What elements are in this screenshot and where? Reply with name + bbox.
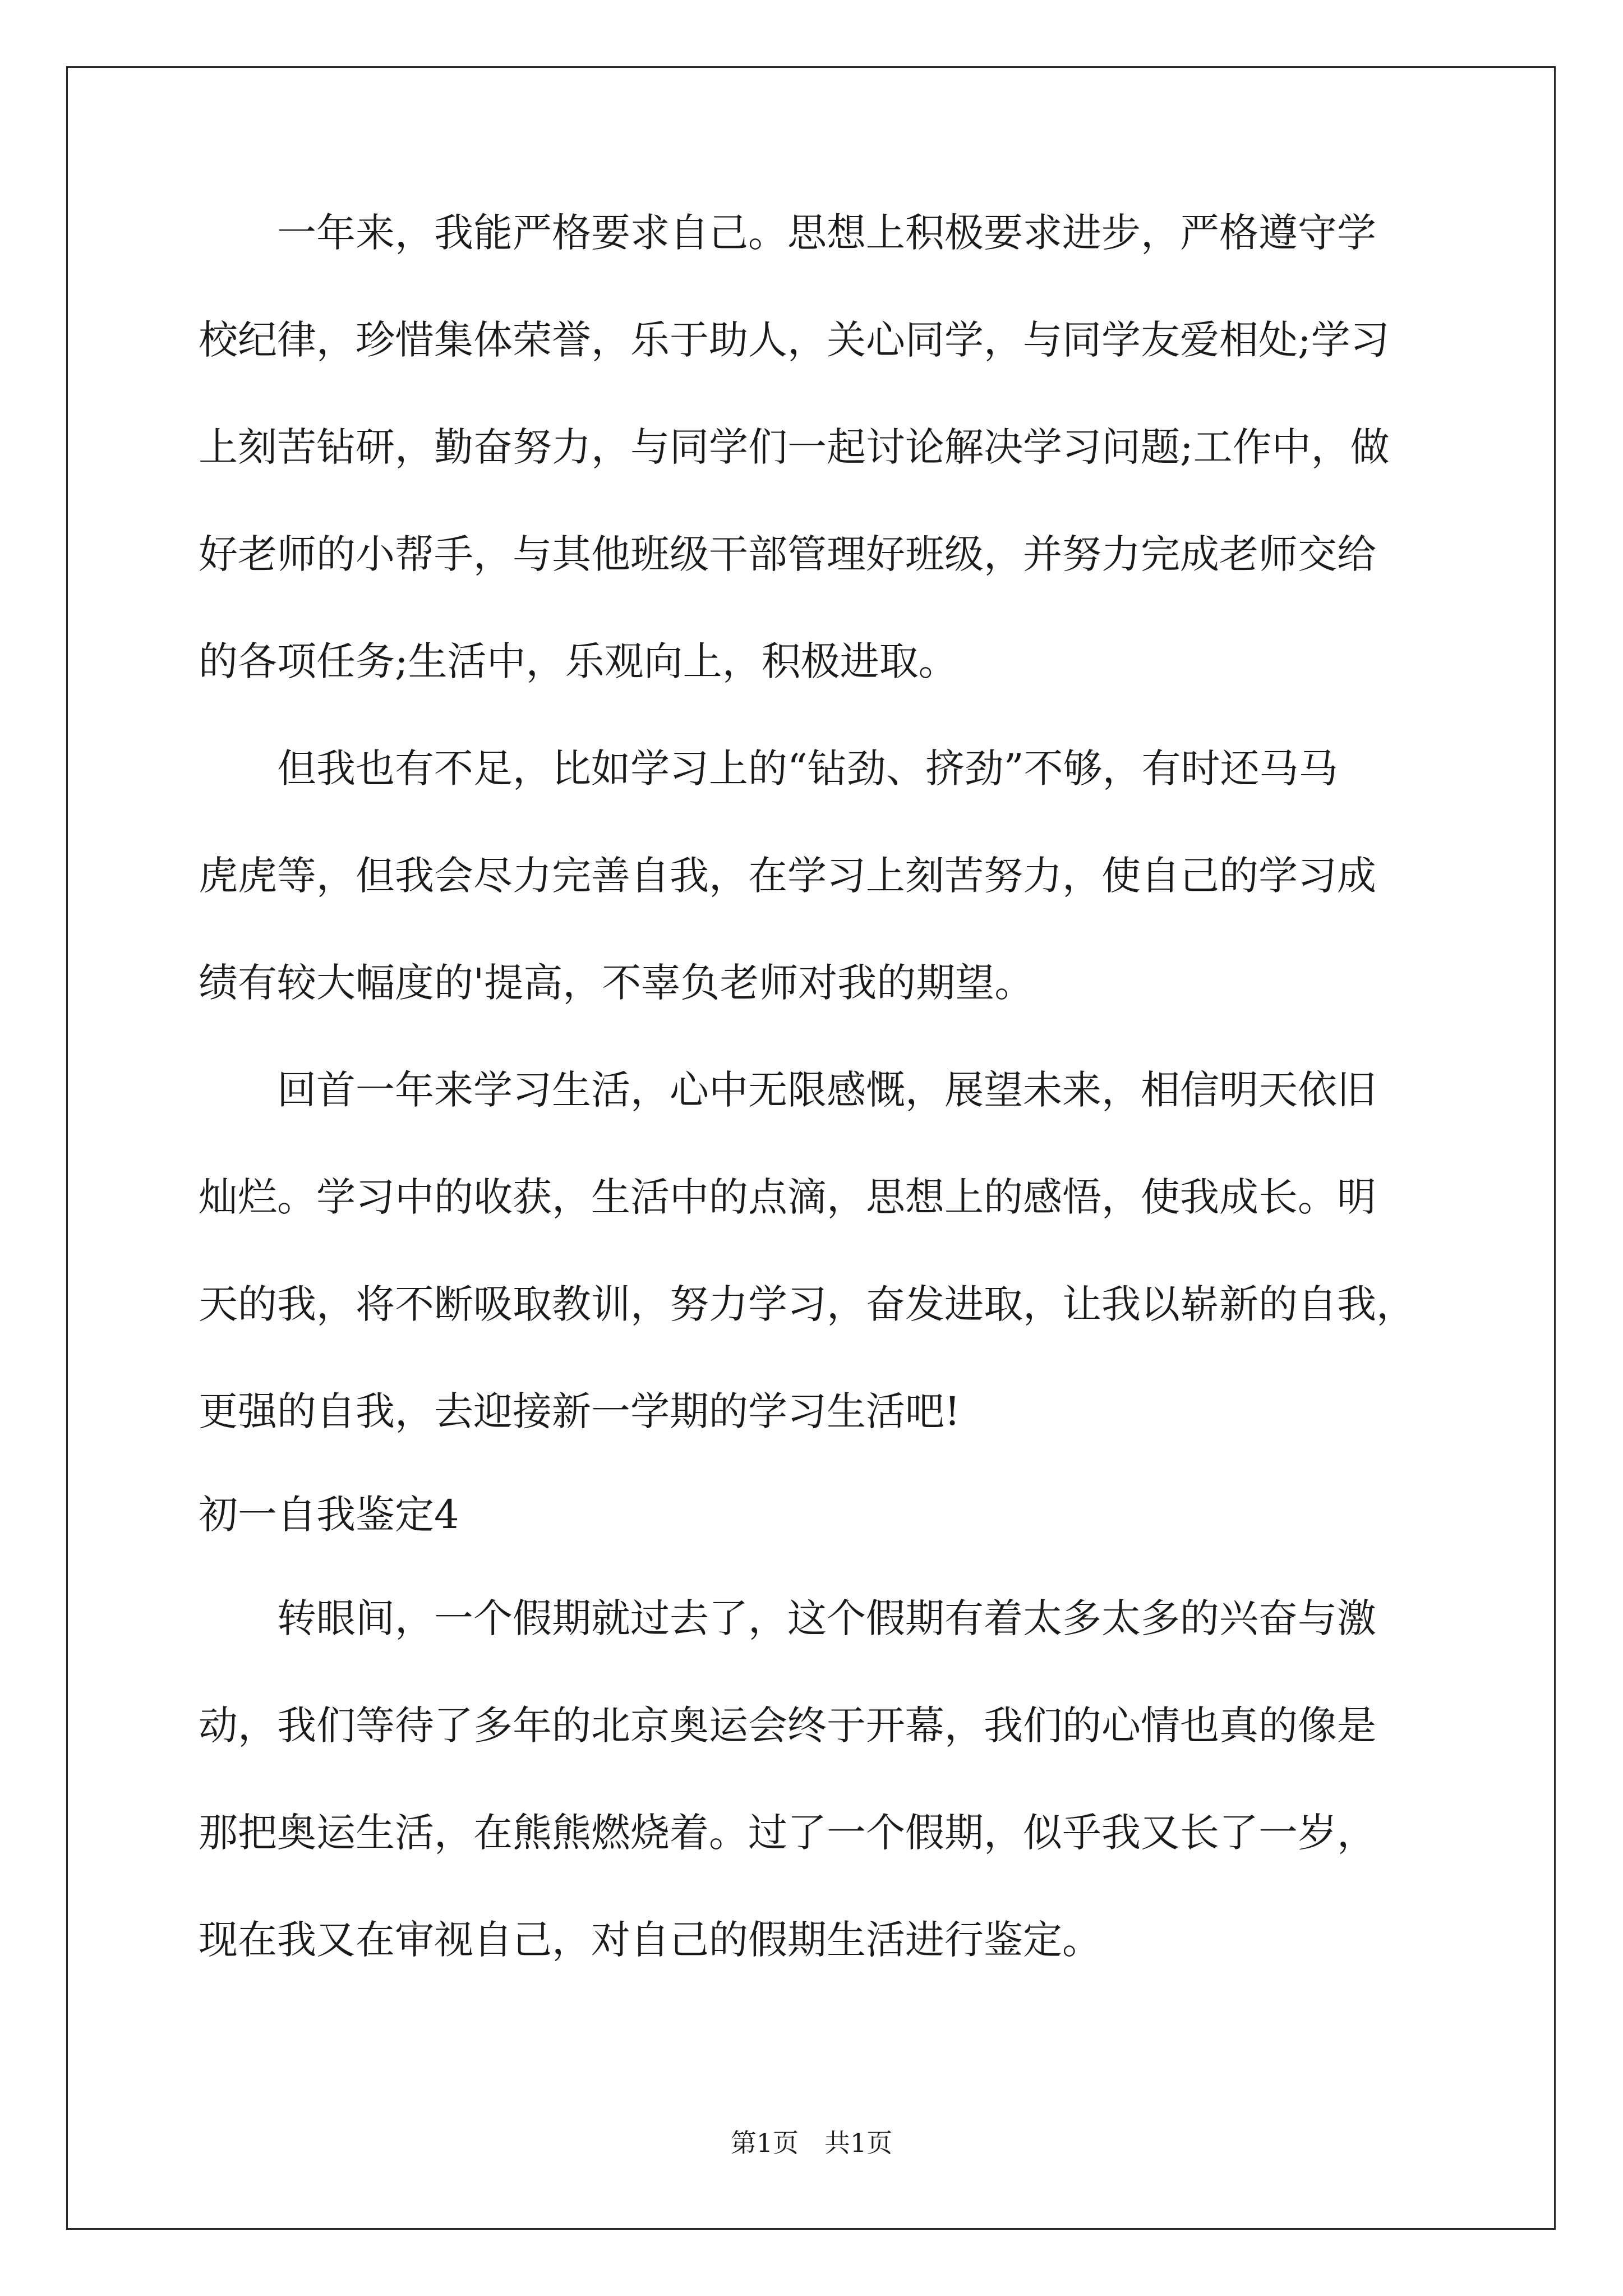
paragraph-line: 上刻苦钻研，勤奋努力，与同学们一起讨论解决学习问题;工作中，做: [199, 424, 1390, 470]
page-border: [66, 66, 1556, 2230]
paragraph-line: 现在我又在审视自己，对自己的假期生活进行鉴定。: [199, 1917, 1101, 1963]
paragraph-line: 的各项任务;生活中，乐观向上，积极进取。: [199, 638, 958, 684]
section-heading: 初一自我鉴定4: [199, 1492, 459, 1538]
paragraph-line: 好老师的小帮手，与其他班级干部管理好班级，并努力完成老师交给: [199, 531, 1376, 577]
paragraph-line: 绩有较大幅度的'提高，不辜负老师对我的期望。: [199, 960, 1034, 1006]
paragraph-line: 转眼间，一个假期就过去了，这个假期有着太多太多的兴奋与激: [199, 1595, 1376, 1641]
paragraph-line: 校纪律，珍惜集体荣誉，乐于助人，关心同学，与同学友爱相处;学习: [199, 317, 1390, 363]
paragraph-line: 那把奥运生活，在熊熊燃烧着。过了一个假期，似乎我又长了一岁，: [199, 1810, 1376, 1856]
paragraph-line: 灿烂。学习中的收获，生活中的点滴，思想上的感悟，使我成长。明: [199, 1174, 1376, 1220]
paragraph-line: 动，我们等待了多年的北京奥运会终于开幕，我们的心情也真的像是: [199, 1703, 1376, 1749]
paragraph-line: 回首一年来学习生活，心中无限感慨，展望未来，相信明天依旧: [199, 1067, 1376, 1113]
page-number-footer: 第1页 共1页: [730, 2128, 893, 2158]
paragraph-line: 虎虎等，但我会尽力完善自我，在学习上刻苦努力，使自己的学习成: [199, 853, 1376, 899]
paragraph-line: 一年来，我能严格要求自己。思想上积极要求进步，严格遵守学: [199, 210, 1376, 256]
paragraph-line: 天的我，将不断吸取教训，努力学习，奋发进取，让我以崭新的自我，: [199, 1281, 1415, 1327]
paragraph-line: 但我也有不足，比如学习上的“钻劲、挤劲”不够，有时还马马: [199, 746, 1338, 792]
paragraph-line: 更强的自我，去迎接新一学期的学习生活吧!: [199, 1388, 961, 1434]
